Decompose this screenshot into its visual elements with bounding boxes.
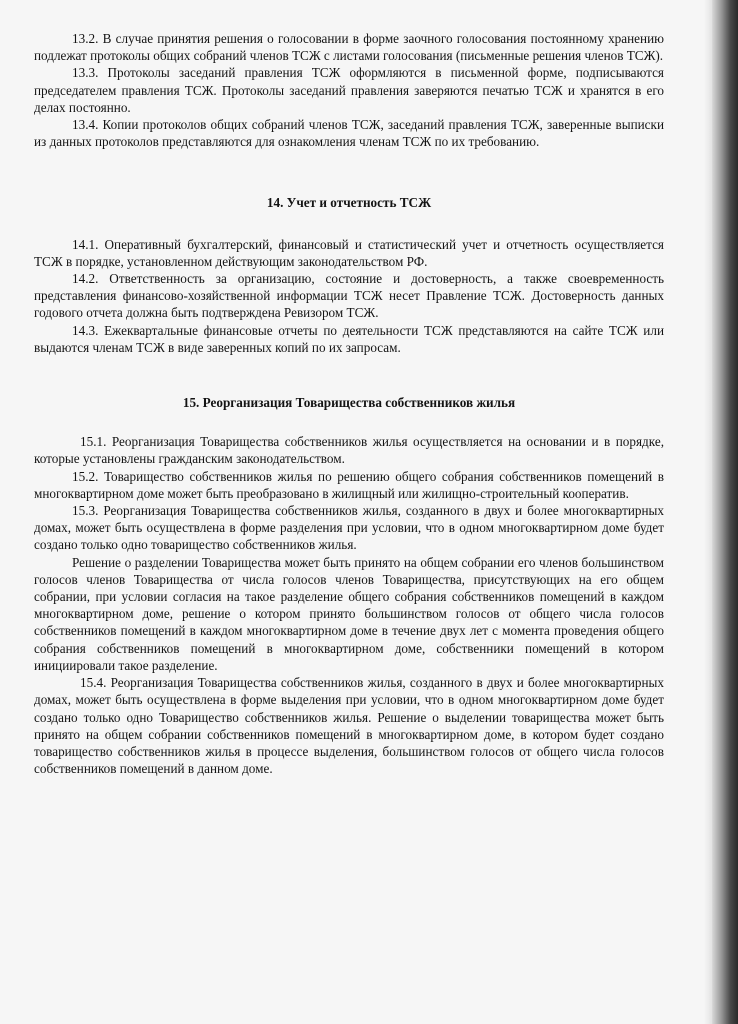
paragraph-13-4: 13.4. Копии протоколов общих собраний членов ТСЖ, заседаний правления ТСЖ, заверенные выписки из данных протоколов представляются для ознакомления членам ТСЖ по их требованию. [34, 117, 664, 150]
paragraph-15-3-decision: Решение о разделении Товарищества может быть принято на общем собрании его членов большинством голосов членов Товарищества от числа голосов членов Товарищества, присутствующих на его общем собрании, при условии согласия на такое разделение общего собрания собственников помещений в каждом многоквартирном доме, решение о котором принято большинством голосов от общего числа голосов собственников помещений в каждом многоквартирном доме в течение двух лет с момента проведения общего собрания собственников помещений в многоквартирном доме, собственники помещений в котором инициировали такое разделение. [34, 554, 664, 673]
paragraph-15-1: 15.1. Реорганизация Товарищества собственников жилья осуществляется на основании и в порядке, которые установлены гражданским законодательством. [34, 434, 664, 467]
paragraph-15-2: 15.2. Товарищество собственников жилья по решению общего собрания собственников помещений в многоквартирном доме может быть преобразовано в жилищный или жилищно-строительный кооператив. [34, 468, 664, 501]
scan-shadow [704, 0, 712, 1024]
paragraph-13-3: 13.3. Протоколы заседаний правления ТСЖ оформляются в письменной форме, подписываются председателем правления ТСЖ. Протоколы заседаний правления заверяются печатью ТСЖ и хранятся в его делах постоянно. [34, 65, 664, 115]
paragraph-14-2: 14.2. Ответственность за организацию, состояние и достоверность, а также своевременность представления финансово-хозяйственной информации ТСЖ несет Правление ТСЖ. Достоверность данных годового отчета должна быть подтверждена Ревизором ТСЖ. [34, 271, 664, 321]
paragraph-15-4: 15.4. Реорганизация Товарищества собственников жилья, созданного в двух и более многоквартирных домах, может быть осуществлена в форме выделения при условии, что в одном многоквартирном доме будет создано только одно Товарищество собственников жилья. Решение о выделении товарищества может быть принято на общем собрании собственников помещений в многоквартирном доме, в котором будет создано товарищество собственников жилья в процессе выделения, большинством голосов от общего числа голосов собственников помещений в данном доме. [34, 675, 664, 777]
section-15-title: 15. Реорганизация Товарищества собственников жилья [182, 395, 516, 411]
scan-edge [712, 0, 738, 1024]
paragraph-15-3: 15.3. Реорганизация Товарищества собственников жилья, созданного в двух и более многоквартирных домах, может быть осуществлена в форме разделения при условии, что в одном многоквартирном доме будет создано только одно товарищество собственников жилья. [34, 503, 664, 553]
paragraph-14-1: 14.1. Оперативный бухгалтерский, финансовый и статистический учет и отчетность осуществляется ТСЖ в порядке, установленном действующим законодательством РФ. [34, 236, 664, 269]
paragraph-14-3: 14.3. Ежеквартальные финансовые отчеты по деятельности ТСЖ представляются на сайте ТСЖ или выдаются членам ТСЖ в виде заверенных копий по их запросам. [34, 322, 664, 355]
section-14-title: 14. Учет и отчетность ТСЖ [266, 195, 432, 211]
document-body [34, 30, 664, 777]
paragraph-13-2: 13.2. В случае принятия решения о голосовании в форме заочного голосования постоянному хранению подлежат протоколы общих собраний членов ТСЖ с листами голосования (письменные решения членов ТСЖ). [34, 31, 664, 64]
